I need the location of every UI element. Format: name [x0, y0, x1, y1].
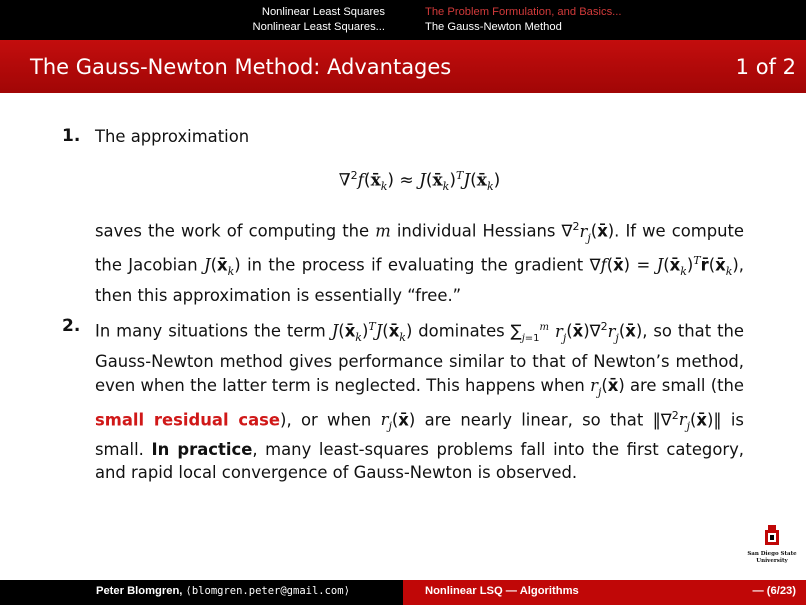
list-item	[62, 315, 744, 485]
university-logo	[744, 525, 800, 565]
slide-title: The Gauss-Newton Method: Advantages	[30, 54, 452, 79]
logo-emblem-icon	[762, 525, 782, 547]
logo-text: San Diego State University	[747, 551, 797, 564]
nav-subsection-current[interactable]: The Gauss-Newton Method	[425, 20, 562, 33]
footer-author-block	[0, 580, 403, 605]
nav-section-full[interactable]: Nonlinear Least Squares	[261, 6, 385, 18]
top-navigation	[0, 0, 806, 40]
slide-page-indicator: 1 of 2	[735, 54, 796, 79]
footer-short-title: Nonlinear LSQ — Algorithms	[425, 585, 579, 597]
footer-title-block	[403, 580, 806, 605]
slide-content	[62, 125, 744, 485]
footer-email: ⟨blomgren.peter@gmail.com⟩	[185, 585, 350, 597]
list-item	[62, 125, 744, 307]
section-nav[interactable]	[0, 0, 403, 40]
footer-slide-count: — (6/23)	[752, 585, 796, 597]
display-equation: $\nabla^2f(x̄_k)$ ≈ $J(x̄_k)^TJ(x̄_k)$	[338, 168, 501, 193]
nav-subsection-prev[interactable]: The Problem Formulation, and Basics...	[425, 6, 622, 18]
item-body: The approximation $\nabla^2f(x̄_k)$ ≈ $J(x̄_k)^TJ(x̄_k)$ saves the work of computing the m individual Hessians $\nabla^2r_j(x̄)$. If we compute the Jacobian $J(x̄_k)$ in the process if evaluating the gradient ∇f(x̄) = $J(x̄_k)^Tr̄(x̄_k)$, then this approximation is essentially “free.”	[95, 127, 745, 305]
subsection-nav[interactable]	[403, 0, 806, 40]
item-number: 1.	[62, 126, 81, 146]
item-body: In many situations the term $J(x̄_k)^TJ(x̄_k)$ dominates $\sum_{j=1}^m$ $r_j(x̄)\nabla^2r_j(x̄)$, so that the Gauss-Newton method gives performance similar to that of Newton’s method, even when the latter term is neglected. This happens when $r_j(x̄)$ are small (the small residual case), or when $r_j(x̄)$ are nearly linear, so that $‖\nabla^2r_j(x̄)‖$ is small. In practice, many least-squares problems fall into the first category, and rapid local convergence of Gauss-Newton is observed.	[95, 320, 745, 483]
footer-author: Peter Blomgren,	[96, 585, 183, 597]
slide-footer	[0, 580, 806, 605]
slide-title-bar	[0, 40, 806, 93]
nav-section-short[interactable]: Nonlinear Least Squares...	[252, 20, 385, 33]
item-number: 2.	[62, 316, 81, 337]
